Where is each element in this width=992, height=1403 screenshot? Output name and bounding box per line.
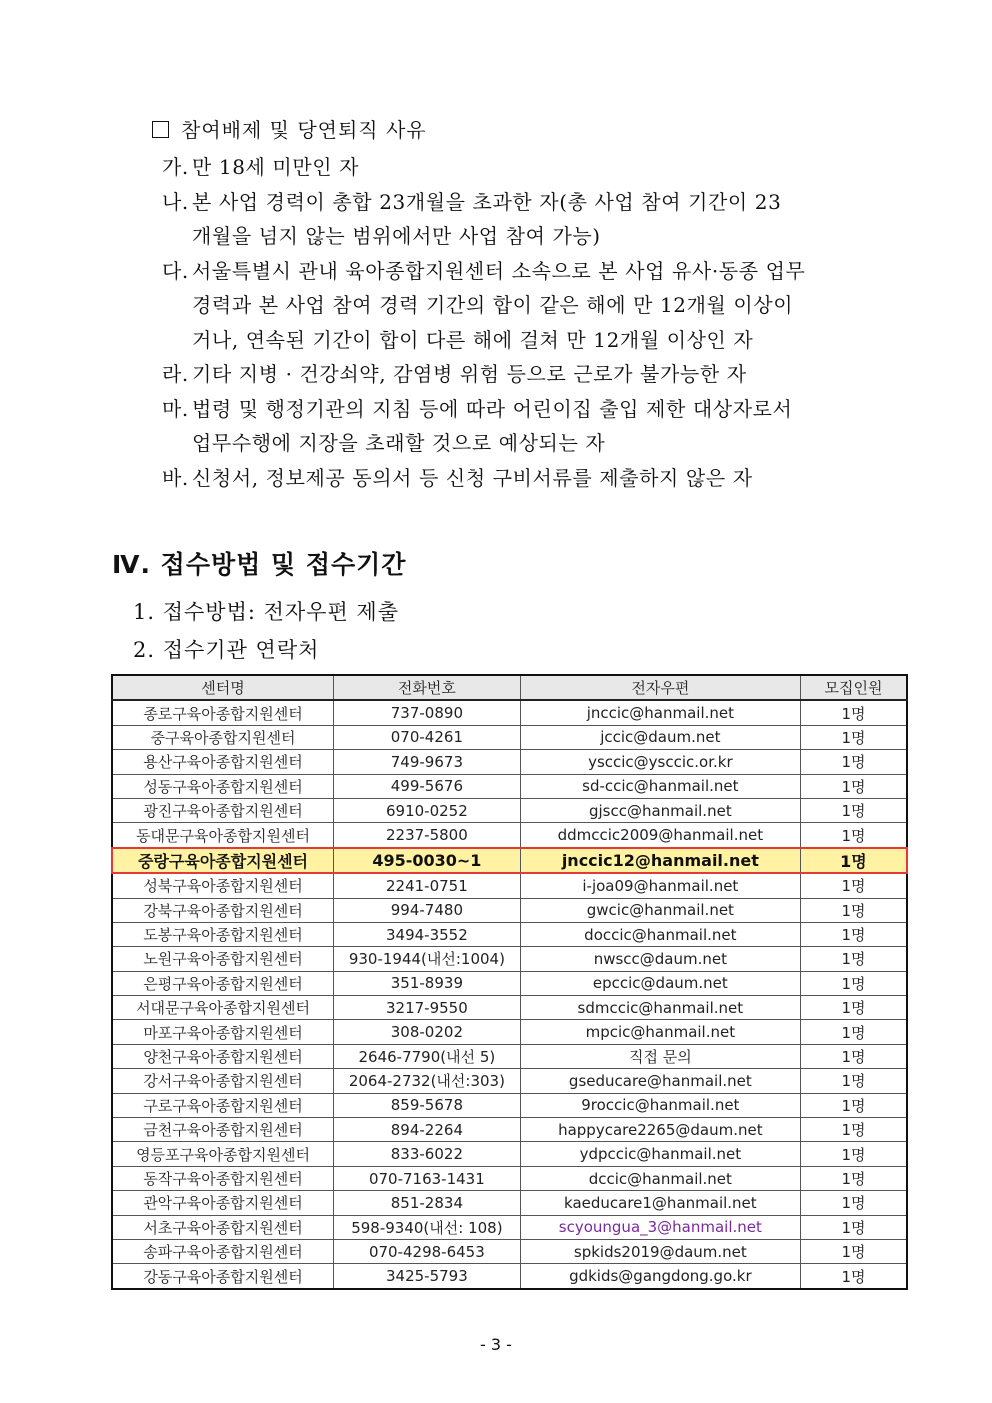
cell-email: dccic@hanmail.net (520, 1166, 800, 1190)
cell-recruits: 1명 (800, 700, 907, 725)
exclusion-item-marker: 나. (162, 189, 189, 214)
cell-email: scyoungua_3@hanmail.net (520, 1215, 800, 1239)
exclusion-item-line: 개월을 넘지 않는 범위에서만 사업 참여 가능) (192, 224, 601, 248)
cell-phone: 070-7163-1431 (334, 1166, 521, 1190)
exclusion-item-line: 업무수행에 지장을 초래할 것으로 예상되는 자 (192, 431, 606, 455)
cell-center-name: 마포구육아종합지원센터 (112, 1020, 334, 1044)
cell-email: doccic@hanmail.net (520, 922, 800, 946)
exclusion-item-text (192, 254, 892, 358)
cell-recruits: 1명 (800, 1142, 907, 1166)
exclusion-item-marker: 마. (162, 396, 189, 421)
cell-center-name: 성북구육아종합지원센터 (112, 873, 334, 898)
cell-email: jccic@daum.net (520, 725, 800, 749)
cell-center-name: 송파구육아종합지원센터 (112, 1239, 334, 1263)
cell-center-name: 은평구육아종합지원센터 (112, 971, 334, 995)
cell-recruits: 1명 (800, 1264, 907, 1289)
cell-email: happycare2265@daum.net (520, 1118, 800, 1142)
cell-phone: 3425-5793 (334, 1264, 521, 1289)
exclusion-item-line: 경력과 본 사업 참여 경력 기간의 합이 같은 해에 만 12개월 이상이 (192, 293, 794, 317)
cell-recruits: 1명 (800, 947, 907, 971)
table-row (112, 873, 907, 898)
table-row (112, 922, 907, 946)
exclusion-item (162, 150, 892, 185)
cell-recruits: 1명 (800, 1239, 907, 1263)
exclusion-item-text (192, 150, 892, 185)
table-row (112, 971, 907, 995)
cell-phone: 859-5678 (334, 1093, 521, 1117)
exclusion-item (162, 461, 892, 496)
table-row (112, 1044, 907, 1068)
cell-recruits: 1명 (800, 996, 907, 1020)
cell-phone: 3494-3552 (334, 922, 521, 946)
exclusion-item-marker: 다. (162, 258, 189, 283)
cell-recruits: 1명 (800, 823, 907, 848)
cell-center-name: 강북구육아종합지원센터 (112, 898, 334, 922)
cell-phone: 070-4261 (334, 725, 521, 749)
submission-method: 1. 접수방법: 전자우편 제출 (133, 600, 399, 624)
contact-heading: 2. 접수기관 연락처 (133, 638, 320, 662)
exclusion-item-marker: 바. (162, 465, 189, 490)
cell-email: gjscc@hanmail.net (520, 798, 800, 822)
exclusion-item-line: 본 사업 경력이 총합 23개월을 초과한 자(총 사업 참여 기간이 23 (192, 189, 782, 214)
cell-center-name: 강동구육아종합지원센터 (112, 1264, 334, 1289)
cell-center-name: 양천구육아종합지원센터 (112, 1044, 334, 1068)
exclusion-heading-text: 참여배제 및 당연퇴직 사유 (181, 118, 427, 142)
header-email: 전자우편 (520, 675, 800, 700)
cell-phone: 737-0890 (334, 700, 521, 725)
cell-email: epccic@daum.net (520, 971, 800, 995)
cell-recruits: 1명 (800, 1166, 907, 1190)
cell-phone: 499-5676 (334, 774, 521, 798)
cell-phone: 308-0202 (334, 1020, 521, 1044)
exclusion-item (162, 357, 892, 392)
cell-center-name: 구로구육아종합지원센터 (112, 1093, 334, 1117)
cell-recruits: 1명 (800, 1118, 907, 1142)
exclusion-item-text (192, 392, 892, 461)
table-row (112, 947, 907, 971)
table-row (112, 774, 907, 798)
table-row (112, 1093, 907, 1117)
cell-phone: 749-9673 (334, 750, 521, 774)
cell-recruits: 1명 (800, 1215, 907, 1239)
table-row (112, 1069, 907, 1093)
cell-phone: 2064-2732(내선:303) (334, 1069, 521, 1093)
cell-center-name: 종로구육아종합지원센터 (112, 700, 334, 725)
cell-center-name: 서대문구육아종합지원센터 (112, 996, 334, 1020)
cell-email: gseducare@hanmail.net (520, 1069, 800, 1093)
cell-email: mpcic@hanmail.net (520, 1020, 800, 1044)
exclusion-item-line: 만 18세 미만인 자 (192, 155, 360, 179)
cell-center-name: 관악구육아종합지원센터 (112, 1191, 334, 1215)
cell-recruits: 1명 (800, 848, 907, 873)
table-row (112, 1191, 907, 1215)
table-row (112, 1020, 907, 1044)
exclusion-item-text (192, 185, 892, 254)
cell-email: sdmccic@hanmail.net (520, 996, 800, 1020)
cell-phone: 2237-5800 (334, 823, 521, 848)
cell-email: gwcic@hanmail.net (520, 898, 800, 922)
exclusion-item (162, 254, 892, 358)
exclusion-heading (152, 114, 427, 143)
cell-recruits: 1명 (800, 725, 907, 749)
cell-email: sd-ccic@hanmail.net (520, 774, 800, 798)
table-row (112, 1264, 907, 1289)
table-row (112, 996, 907, 1020)
contact-table (111, 674, 908, 1290)
cell-email: ysccic@ysccic.or.kr (520, 750, 800, 774)
cell-email: jnccic@hanmail.net (520, 700, 800, 725)
table-row (112, 750, 907, 774)
exclusion-item-line: 신청서, 정보제공 동의서 등 신청 구비서류를 제출하지 않은 자 (192, 465, 753, 490)
cell-email: kaeducare1@hanmail.net (520, 1191, 800, 1215)
cell-recruits: 1명 (800, 922, 907, 946)
cell-phone: 930-1944(내선:1004) (334, 947, 521, 971)
cell-center-name: 용산구육아종합지원센터 (112, 750, 334, 774)
cell-email: 직접 문의 (520, 1044, 800, 1068)
exclusion-item-marker: 라. (162, 362, 189, 386)
cell-email: gdkids@gangdong.go.kr (520, 1264, 800, 1289)
cell-center-name: 도봉구육아종합지원센터 (112, 922, 334, 946)
cell-recruits: 1명 (800, 798, 907, 822)
cell-email: ddmccic2009@hanmail.net (520, 823, 800, 848)
header-center-name: 센터명 (112, 675, 334, 700)
cell-center-name: 노원구육아종합지원센터 (112, 947, 334, 971)
cell-phone: 351-8939 (334, 971, 521, 995)
cell-phone: 894-2264 (334, 1118, 521, 1142)
cell-email: jnccic12@hanmail.net (520, 848, 800, 873)
cell-recruits: 1명 (800, 1191, 907, 1215)
cell-center-name: 중구육아종합지원센터 (112, 725, 334, 749)
cell-phone: 2646-7790(내선 5) (334, 1044, 521, 1068)
page-number: - 3 - (480, 1335, 512, 1354)
exclusion-item (162, 392, 892, 461)
cell-email: nwscc@daum.net (520, 947, 800, 971)
cell-phone: 2241-0751 (334, 873, 521, 898)
cell-recruits: 1명 (800, 1093, 907, 1117)
cell-phone: 495-0030~1 (334, 848, 521, 873)
table-row (112, 898, 907, 922)
cell-center-name: 광진구육아종합지원센터 (112, 798, 334, 822)
cell-center-name: 서초구육아종합지원센터 (112, 1215, 334, 1239)
cell-center-name: 영등포구육아종합지원센터 (112, 1142, 334, 1166)
cell-phone: 070-4298-6453 (334, 1239, 521, 1263)
cell-phone: 6910-0252 (334, 798, 521, 822)
table-row (112, 798, 907, 822)
table-row (112, 1118, 907, 1142)
cell-email: 9roccic@hanmail.net (520, 1093, 800, 1117)
exclusion-item-line: 서울특별시 관내 육아종합지원센터 소속으로 본 사업 유사·동종 업무 (192, 258, 806, 283)
cell-center-name: 금천구육아종합지원센터 (112, 1118, 334, 1142)
exclusion-item-line: 법령 및 행정기관의 지침 등에 따라 어린이집 출입 제한 대상자로서 (192, 396, 793, 421)
cell-center-name: 동작구육아종합지원센터 (112, 1166, 334, 1190)
cell-phone: 598-9340(내선: 108) (334, 1215, 521, 1239)
exclusion-item-line: 기타 지병 · 건강쇠약, 감염병 위험 등으로 근로가 불가능한 자 (192, 362, 747, 386)
exclusion-list (162, 150, 892, 495)
header-phone: 전화번호 (334, 675, 521, 700)
cell-phone: 851-2834 (334, 1191, 521, 1215)
cell-recruits: 1명 (800, 1020, 907, 1044)
section-title: Ⅳ. 접수방법 및 접수기간 (112, 550, 407, 579)
exclusion-item (162, 185, 892, 254)
cell-center-name: 중랑구육아종합지원센터 (112, 848, 334, 873)
table-row (112, 1239, 907, 1263)
cell-recruits: 1명 (800, 898, 907, 922)
table-row (112, 700, 907, 725)
table-row (112, 725, 907, 749)
table-row (112, 848, 907, 873)
cell-recruits: 1명 (800, 750, 907, 774)
cell-email: spkids2019@daum.net (520, 1239, 800, 1263)
cell-phone: 833-6022 (334, 1142, 521, 1166)
cell-recruits: 1명 (800, 873, 907, 898)
cell-center-name: 동대문구육아종합지원센터 (112, 823, 334, 848)
cell-email: i-joa09@hanmail.net (520, 873, 800, 898)
table-row (112, 1215, 907, 1239)
cell-recruits: 1명 (800, 774, 907, 798)
table-row (112, 1166, 907, 1190)
cell-phone: 3217-9550 (334, 996, 521, 1020)
cell-email: ydpccic@hanmail.net (520, 1142, 800, 1166)
table-row (112, 823, 907, 848)
exclusion-item-text (192, 357, 892, 392)
cell-phone: 994-7480 (334, 898, 521, 922)
exclusion-item-line: 거나, 연속된 기간이 합이 다른 해에 걸쳐 만 12개월 이상인 자 (192, 327, 754, 352)
cell-center-name: 성동구육아종합지원센터 (112, 774, 334, 798)
checkbox-square-icon (152, 121, 169, 138)
cell-recruits: 1명 (800, 1069, 907, 1093)
table-row (112, 1142, 907, 1166)
exclusion-item-marker: 가. (162, 155, 189, 179)
exclusion-item-text (192, 461, 892, 496)
table-header-row (112, 675, 907, 700)
cell-recruits: 1명 (800, 971, 907, 995)
header-recruits: 모집인원 (800, 675, 907, 700)
cell-center-name: 강서구육아종합지원센터 (112, 1069, 334, 1093)
cell-recruits: 1명 (800, 1044, 907, 1068)
